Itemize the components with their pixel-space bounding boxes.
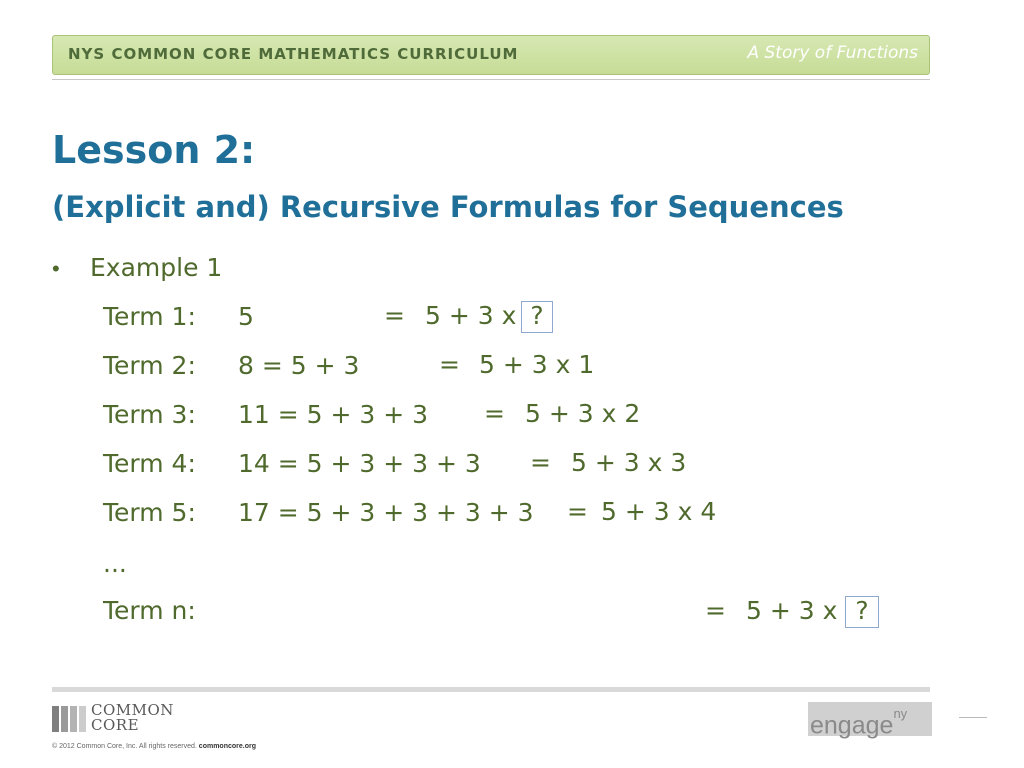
- lesson-title: Lesson 2:: [52, 128, 256, 172]
- term-4-value: 14 = 5 + 3 + 3 + 3: [238, 449, 481, 478]
- term-5-value: 17 = 5 + 3 + 3 + 3 + 3: [238, 498, 534, 527]
- term-1-unknown-box: ?: [521, 301, 553, 333]
- copyright: [52, 743, 256, 750]
- term-3-formula: 5 + 3 x 2: [525, 399, 641, 428]
- term-2-formula: 5 + 3 x 1: [479, 350, 595, 379]
- term-4-equals: =: [530, 448, 551, 477]
- engage-sup: ny: [893, 706, 908, 721]
- term-4-formula: 5 + 3 x 3: [571, 448, 687, 477]
- term-3-value: 11 = 5 + 3 + 3: [238, 400, 429, 429]
- term-n-name: Term n:: [103, 596, 196, 625]
- lesson-subtitle: (Explicit and) Recursive Formulas for Sequences: [52, 190, 844, 224]
- term-5-equals: =: [567, 497, 588, 526]
- logo-line-2: CORE: [91, 716, 140, 734]
- footer-divider: [52, 687, 930, 692]
- ellipsis: ...: [103, 549, 127, 578]
- term-1-equals: =: [384, 301, 405, 330]
- engage-text: engage: [810, 711, 894, 740]
- term-n-equals: =: [705, 596, 726, 625]
- bullet-icon: •: [52, 256, 60, 281]
- common-core-logo-text: [91, 703, 174, 733]
- common-core-logo-icon: [52, 706, 86, 732]
- term-n-unknown-box: ?: [845, 596, 879, 628]
- term-3-equals: =: [484, 399, 505, 428]
- term-2-value: 8 = 5 + 3: [238, 351, 360, 380]
- term-1-formula: 5 + 3 x: [425, 301, 517, 330]
- term-2-name: Term 2:: [103, 351, 196, 380]
- header-divider: [52, 79, 930, 80]
- example-label: Example 1: [90, 253, 223, 282]
- term-2-equals: =: [439, 350, 460, 379]
- copyright-site: commoncore.org: [198, 743, 256, 750]
- logo-line-1: COMMON: [91, 701, 174, 719]
- engage-ny-logo: [808, 702, 932, 740]
- term-3-name: Term 3:: [103, 400, 196, 429]
- module-label: A Story of Functions: [747, 43, 918, 63]
- term-5-name: Term 5:: [103, 498, 196, 527]
- copyright-text: © 2012 Common Core, Inc. All rights reserved.: [52, 743, 197, 750]
- slide-edge-dash: [959, 717, 987, 718]
- term-1-value: 5: [238, 302, 254, 331]
- curriculum-label: NYS COMMON CORE MATHEMATICS CURRICULUM: [68, 45, 519, 63]
- term-n-formula: 5 + 3 x: [746, 596, 838, 625]
- term-1-name: Term 1:: [103, 302, 196, 331]
- term-4-name: Term 4:: [103, 449, 196, 478]
- term-5-formula: 5 + 3 x 4: [601, 497, 717, 526]
